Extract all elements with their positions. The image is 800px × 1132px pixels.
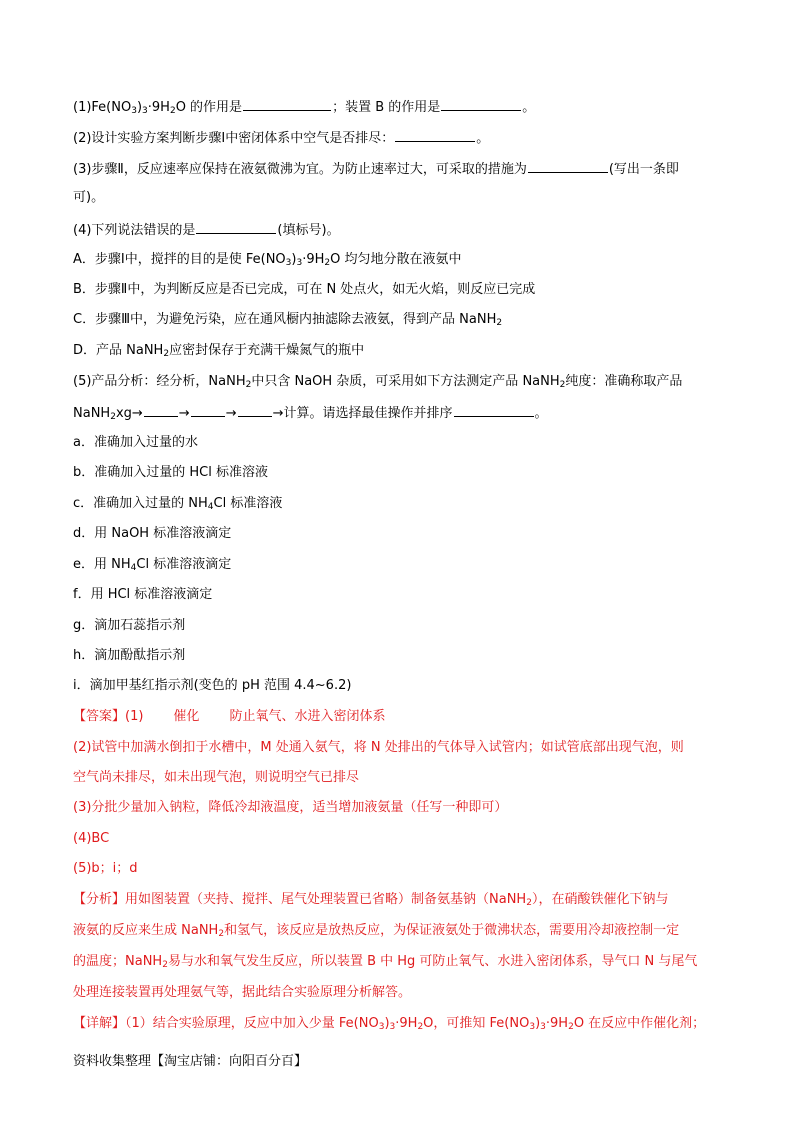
question-3-cont: 可)。 [73, 190, 105, 205]
answer-blank[interactable] [454, 402, 534, 417]
answer-2: (2)试管中加满水倒扣于水槽中，M 处通入氨气，将 N 处排出的气体导入试管内；如试管底部出现气泡，则 [73, 740, 684, 755]
answer-blank[interactable] [191, 402, 225, 417]
operation-c: c．准确加入过量的 $NH_4Cl$ 标准溶液 [73, 496, 283, 512]
operation-e: e．用 $NH_4Cl$ 标准溶液滴定 [73, 557, 232, 573]
operation-i: i．滴加甲基红指示剂(变色的 pH 范围 4.4~6.2) [73, 678, 352, 693]
question-1: $(1)Fe(NO_3)_3\cdot 9H_2O$ 的作用是 ；装置 B 的作用是 。 [73, 96, 733, 118]
question-4: (4)下列说法错误的是 (填标号)。 [73, 219, 733, 241]
option-a: A．步骤Ⅰ中，搅拌的目的是使 $Fe(NO_3)_3\cdot 9H_2O$ 均匀地分散在液氨中 [73, 252, 462, 268]
answer-blank[interactable] [528, 158, 608, 173]
question-5-cont: NaNH$_2$xg→ → → →计算。请选择最佳操作并排序 。 [73, 402, 733, 424]
answer-blank[interactable] [243, 96, 331, 111]
answer-blank[interactable] [441, 96, 521, 111]
operation-g: g．滴加石蕊指示剂 [73, 618, 186, 633]
operation-b: b．准确加入过量的 HCl 标准溶液 [73, 465, 268, 480]
answer-1: 【答案】(1) 催化 防止氧气、水进入密闭体系 [73, 709, 386, 724]
answer-blank[interactable] [196, 219, 276, 234]
option-c: C．步骤Ⅲ中，为避免污染，应在通风橱内抽滤除去液氨，得到产品 NaNH$_2$ [73, 312, 503, 328]
question-3: (3)步骤Ⅱ，反应速率应保持在液氨微沸为宜。为防止速率过大，可采取的措施为 (写出一条即 [73, 158, 733, 180]
option-b: B．步骤Ⅱ中，为判断反应是否已完成，可在 N 处点火，如无火焰，则反应已完成 [73, 282, 536, 297]
answer-5: (5)b；i；d [73, 861, 138, 876]
answer-blank[interactable] [395, 127, 475, 142]
operation-a: a．准确加入过量的水 [73, 435, 198, 450]
detail-line: 【详解】（1）结合实验原理，反应中加入少量 $Fe(NO_3)_3\cdot 9H_2O$，可推知 $Fe(NO_3)_3\cdot 9H_2O$ 在反应中作催化剂； [73, 1016, 706, 1032]
page-footer: 资料收集整理【淘宝店铺：向阳百分百】 [73, 1054, 308, 1069]
operation-f: f．用 HCl 标准溶液滴定 [73, 587, 213, 602]
analysis-line-3: 的温度；NaNH$_2$易与水和氧气发生反应，所以装置 B 中 Hg 可防止氧气、水进入密闭体系，导气口 N 与尾气 [73, 954, 698, 970]
answer-3: (3)分批少量加入钠粒，降低冷却液温度，适当增加液氨量（任写一种即可） [73, 800, 508, 815]
answer-2-cont: 空气尚未排尽，如未出现气泡，则说明空气已排尽 [73, 770, 360, 785]
analysis-line-1: 【分析】用如图装置（夹持、搅拌、尾气处理装置已省略）制备氨基钠（NaNH$_2$），在硝酸铁催化下钠与 [73, 892, 669, 908]
operation-h: h．滴加酚酞指示剂 [73, 648, 186, 663]
question-5: (5)产品分析：经分析，NaNH$_2$中只含 NaOH 杂质，可采用如下方法测定产品 NaNH$_2$纯度：准确称取产品 [73, 374, 683, 390]
question-2: (2)设计实验方案判断步骤Ⅰ中密闭体系中空气是否排尽： 。 [73, 127, 733, 149]
analysis-line-2: 液氨的反应来生成 NaNH$_2$和氢气，该反应是放热反应，为保证液氨处于微沸状态，需要用冷却液控制一定 [73, 923, 680, 939]
analysis-line-4: 处理连接装置再处理氨气等，据此结合实验原理分析解答。 [73, 985, 412, 1000]
answer-blank[interactable] [238, 402, 272, 417]
operation-d: d．用 NaOH 标准溶液滴定 [73, 526, 232, 541]
option-d: D．产品 NaNH$_2$应密封保存于充满干燥氮气的瓶中 [73, 343, 365, 359]
answer-blank[interactable] [144, 402, 178, 417]
answer-4: (4)BC [73, 831, 110, 846]
